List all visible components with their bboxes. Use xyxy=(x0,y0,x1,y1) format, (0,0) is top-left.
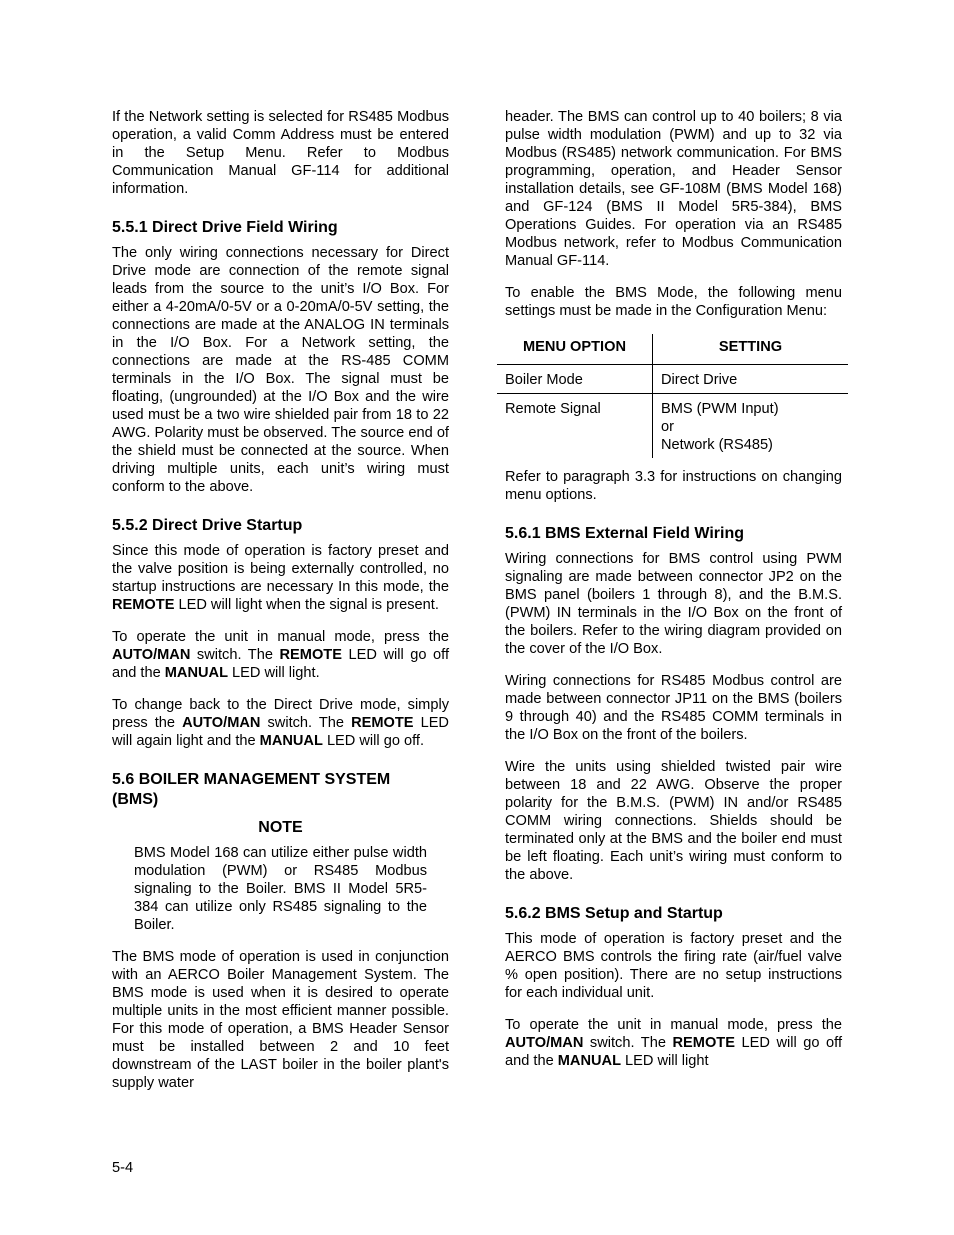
note-body: BMS Model 168 can utilize either pulse width modulation (PWM) or RS485 Modbus signaling to the Boiler. BMS II Model 5R5-384 can utilize only RS485 signaling to the Boiler. xyxy=(134,845,427,933)
heading-5-5-1: 5.5.1 Direct Drive Field Wiring xyxy=(112,219,338,236)
page-number: 5-4 xyxy=(112,1160,134,1176)
paragraph-5-6-1-c: Wire the units using shielded twisted pair wire between 18 and 22 AWG. Observe the proper polarity for the B.M.S. (PWM) IN and/or RS485 COMM wiring connections. Shields should be terminated only at the BMS and the boiler end must be left floating. Each unit’s wiring must conform to the above. xyxy=(505,759,842,883)
paragraph-5-6-2-b: To operate the unit in manual mode, press the AUTO/MAN switch. The REMOTE LED will go off and the MANUAL LED will light xyxy=(505,1017,842,1069)
heading-5-6-2: 5.6.2 BMS Setup and Startup xyxy=(505,905,723,922)
paragraph-bms-continued: header. The BMS can control up to 40 boilers; 8 via pulse width modulation (PWM) and up to 32 via Modbus (RS485) network communication. For BMS programming, operation, and Header Sensor installation details, see GF-108M (BMS Model 168) and GF-124 (BMS II Model 5R5-384), BMS Operations Guides. For operation via an RS485 Modbus network, refer to Modbus Communication Manual GF-114. xyxy=(505,109,842,269)
paragraph-5-6-1-a: Wiring connections for BMS control using PWM signaling are made between connector JP2 on the BMS panel (boilers 1 through 8), and the B.M.S. (PWM) IN terminals in the I/O Box on the front of the boilers. Refer to the wiring diagram provided on the cover of the I/O Box. xyxy=(505,551,842,657)
header-setting: SETTING xyxy=(653,334,849,365)
cell-remote-signal: Remote Signal xyxy=(497,394,653,459)
cell-direct-drive: Direct Drive xyxy=(653,365,849,394)
table-row xyxy=(497,394,848,459)
heading-5-6: 5.6 BOILER MANAGEMENT SYSTEM (BMS) xyxy=(112,771,391,808)
right-column xyxy=(505,108,842,1084)
paragraph-5-6-1-b: Wiring connections for RS485 Modbus control are made between connector JP11 on the BMS (boilers 9 through 40) and the RS485 COMM terminals in the I/O Box on the front of the boilers. xyxy=(505,673,842,743)
left-column xyxy=(112,108,449,1106)
note-title: NOTE xyxy=(258,819,303,836)
heading-5-6-1: 5.6.1 BMS External Field Wiring xyxy=(505,525,745,542)
paragraph-5-6: The BMS mode of operation is used in conjunction with an AERCO Boiler Management System. The BMS mode is used when it is desired to operate multiple units in the most efficient manner possible. For this mode of operation, a BMS Header Sensor must be installed between 2 and 10 feet downstream of the LAST boiler in the boiler plant's supply water xyxy=(112,949,449,1091)
table-header-row xyxy=(497,334,848,365)
paragraph-refer: Refer to paragraph 3.3 for instructions on changing menu options. xyxy=(505,469,842,503)
heading-5-5-2: 5.5.2 Direct Drive Startup xyxy=(112,517,303,534)
paragraph-5-5-2-c: To change back to the Direct Drive mode, simply press the AUTO/MAN switch. The REMOTE LED will again light and the MANUAL LED will go off. xyxy=(112,697,449,749)
paragraph-5-5-2-b: To operate the unit in manual mode, press the AUTO/MAN switch. The REMOTE LED will go off and the MANUAL LED will light. xyxy=(112,629,449,681)
cell-remote-signal-settings: BMS (PWM Input) or Network (RS485) xyxy=(661,401,779,453)
paragraph-network: If the Network setting is selected for RS485 Modbus operation, a valid Comm Address must be entered in the Setup Menu. Refer to Modbus Communication Manual GF-114 for additional information. xyxy=(112,109,449,197)
paragraph-5-5-1: The only wiring connections necessary for Direct Drive mode are connection of the remote signal leads from the source to the unit’s I/O Box. For either a 4-20mA/0-5V or a 0-20mA/0-5V setting, the connections are made at the ANALOG IN terminals in the I/O Box. For a Network setting, the connections are made at the RS-485 COMM terminals in the I/O Box. The signal must be floating, (ungrounded) at the I/O Box and the wire used must be a two wire shielded pair from 18 to 22 AWG. Polarity must be observed. The source end of the shield must be connected at the source. When driving multiple units, each unit’s wiring must conform to the above. xyxy=(112,245,449,495)
cell-boiler-mode: Boiler Mode xyxy=(497,365,653,394)
header-menu-option: MENU OPTION xyxy=(497,334,653,365)
paragraph-enable-bms: To enable the BMS Mode, the following menu settings must be made in the Configuration Menu: xyxy=(505,285,842,319)
menu-settings-table xyxy=(497,334,848,458)
paragraph-5-5-2-a: Since this mode of operation is factory preset and the valve position is being externally controlled, no startup instructions are necessary In this mode, the REMOTE LED will light when the signal is present. xyxy=(112,543,449,613)
paragraph-5-6-2-a: This mode of operation is factory preset and the AERCO BMS controls the firing rate (air/fuel valve % open position). There are no setup instructions for each individual unit. xyxy=(505,931,842,1001)
table-row xyxy=(497,365,848,394)
